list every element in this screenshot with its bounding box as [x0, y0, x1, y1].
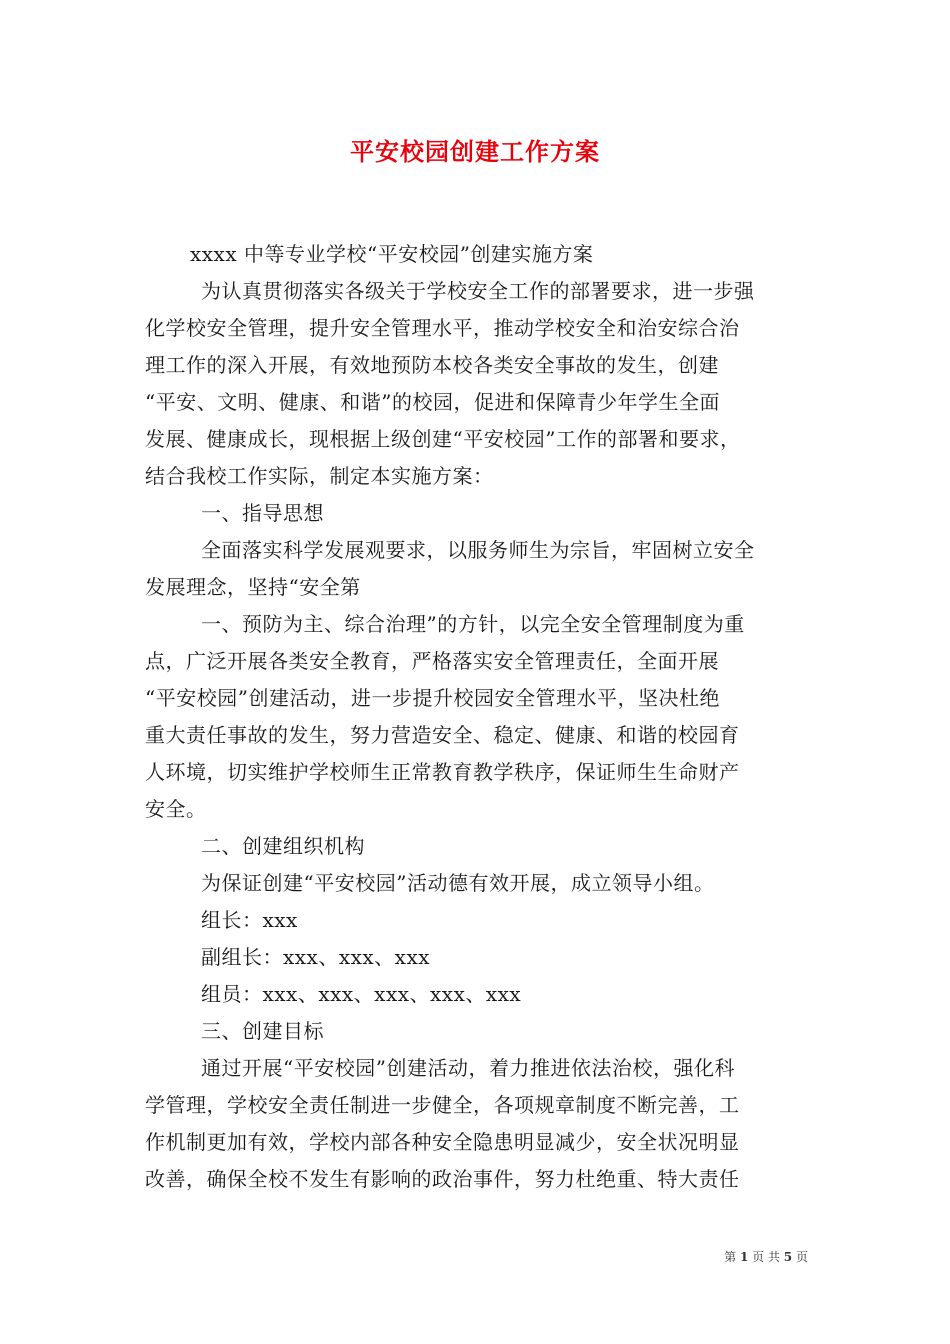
paragraph-line: 安全。: [145, 797, 207, 821]
paragraph-line: 一、指导思想: [201, 501, 324, 525]
paragraph-line: 点，广泛开展各类安全教育，严格落实安全管理责任，全面开展: [145, 649, 719, 673]
paragraph-line: 发展、健康成长，现根据上级创建“平安校园”工作的部署和要求，: [145, 427, 741, 451]
footer-suffix: 页: [795, 1250, 808, 1264]
paragraph-line: 一、预防为主、综合治理”的方针，以完全安全管理制度为重: [201, 612, 745, 636]
paragraph-line: “平安、文明、健康、和谐”的校园，促进和保障青少年学生全面: [145, 390, 720, 414]
document-title: 平安校园创建工作方案: [350, 137, 600, 166]
paragraph-line: 人环境，切实维护学校师生正常教育教学秩序，保证师生生命财产: [145, 760, 740, 784]
paragraph-line: 为认真贯彻落实各级关于学校安全工作的部署要求，进一步强: [201, 279, 755, 303]
paragraph-line: 全面落实科学发展观要求，以服务师生为宗旨，牢固树立安全: [201, 538, 755, 562]
paragraph-line: 副组长：xxx、xxx、xxx: [201, 945, 431, 969]
footer-prefix: 第: [724, 1250, 737, 1264]
document-body: [145, 236, 808, 1198]
paragraph-line: 结合我校工作实际，制定本实施方案：: [145, 464, 494, 488]
footer-total-pages: 5: [783, 1250, 793, 1264]
page-footer: [724, 1248, 808, 1265]
paragraph-line: xxxx 中等专业学校“平安校园”创建实施方案: [190, 242, 594, 266]
paragraph-line: 作机制更加有效，学校内部各种安全隐患明显减少，安全状况明显: [145, 1130, 740, 1154]
paragraph-line: “平安校园”创建活动，进一步提升校园安全管理水平，坚决杜绝: [145, 686, 720, 710]
paragraph-line: 重大责任事故的发生，努力营造安全、稳定、健康、和谐的校园育: [145, 723, 740, 747]
paragraph-line: 通过开展“平安校园”创建活动，着力推进依法治校，强化科: [201, 1056, 735, 1080]
paragraph-line: 改善，确保全校不发生有影响的政治事件，努力杜绝重、特大责任: [145, 1167, 740, 1191]
paragraph-line: 理工作的深入开展，有效地预防本校各类安全事故的发生，创建: [145, 353, 719, 377]
paragraph-line: 发展理念，坚持“安全第: [145, 575, 361, 599]
paragraph-line: 组长：xxx: [201, 908, 298, 932]
paragraph-line: 组员：xxx、xxx、xxx、xxx、xxx: [201, 982, 522, 1006]
paragraph-line: 二、创建组织机构: [201, 834, 365, 858]
footer-page-number: 1: [739, 1250, 749, 1264]
paragraph-line: 为保证创建“平安校园”活动德有效开展，成立领导小组。: [201, 871, 715, 895]
paragraph-line: 学管理，学校安全责任制进一步健全，各项规章制度不断完善，工: [145, 1093, 740, 1117]
footer-middle: 页 共: [752, 1250, 780, 1264]
paragraph-line: 化学校安全管理，提升安全管理水平，推动学校安全和治安综合治: [145, 316, 740, 340]
paragraph-line: 三、创建目标: [201, 1019, 324, 1043]
